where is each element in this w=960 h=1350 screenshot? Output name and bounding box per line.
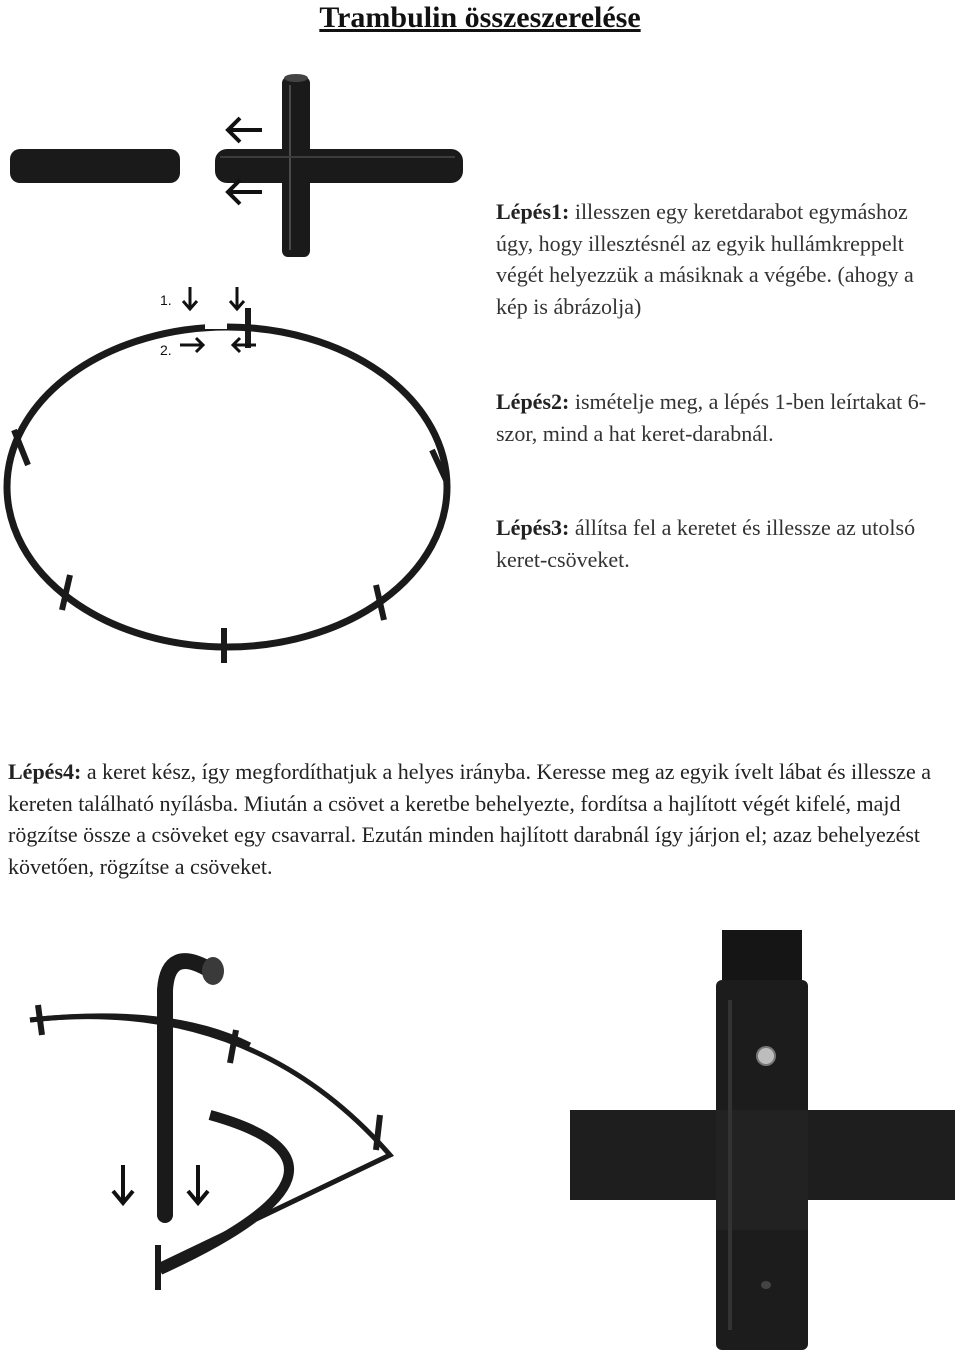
t-joint-closeup-figure <box>570 930 955 1350</box>
vertical-pipe <box>282 77 310 257</box>
step-1-text: Lépés1: illesszen egy keretdarabot egymáshoz úgy, hogy illesztésnél az egyik hullámkreppelt végét helyezzük a másiknak a végébe. (ahogy a kép is ábrázolja) <box>496 199 914 319</box>
screw-icon <box>757 1047 775 1065</box>
step-number-2: 2. <box>160 342 172 358</box>
left-pipe <box>10 149 180 183</box>
right-pipe <box>215 149 463 183</box>
step-4-text: Lépés4: a keret kész, így megfordíthatjuk a helyes irányba. Keresse meg az egyik ívelt lábat és illessze a kereten található nyílásba. Miután a csövet a keretbe behelyezte, fordítsa a hajlított végét kifelé, majd rögzítse össze a csöveket egy csavarral. Ezután minden hajlított darabnál így járjon el; azaz behelyezést követően, rögzítse a csöveket. <box>8 759 932 879</box>
curved-leg <box>165 961 210 1215</box>
page-title: Trambulin összeszerelése <box>319 1 641 34</box>
frame-assembly-figure <box>0 65 470 665</box>
leg-insertion-figure <box>10 935 450 1345</box>
step-3-text: Lépés3: állítsa fel a keretet és illessze az utolsó keret-csöveket. <box>496 515 916 572</box>
step-number-1: 1. <box>160 292 172 308</box>
step-2-text: Lépés2: ismételje meg, a lépés 1-ben leírtakat 6-szor, mind a hat keret-darabnál. <box>496 389 927 446</box>
